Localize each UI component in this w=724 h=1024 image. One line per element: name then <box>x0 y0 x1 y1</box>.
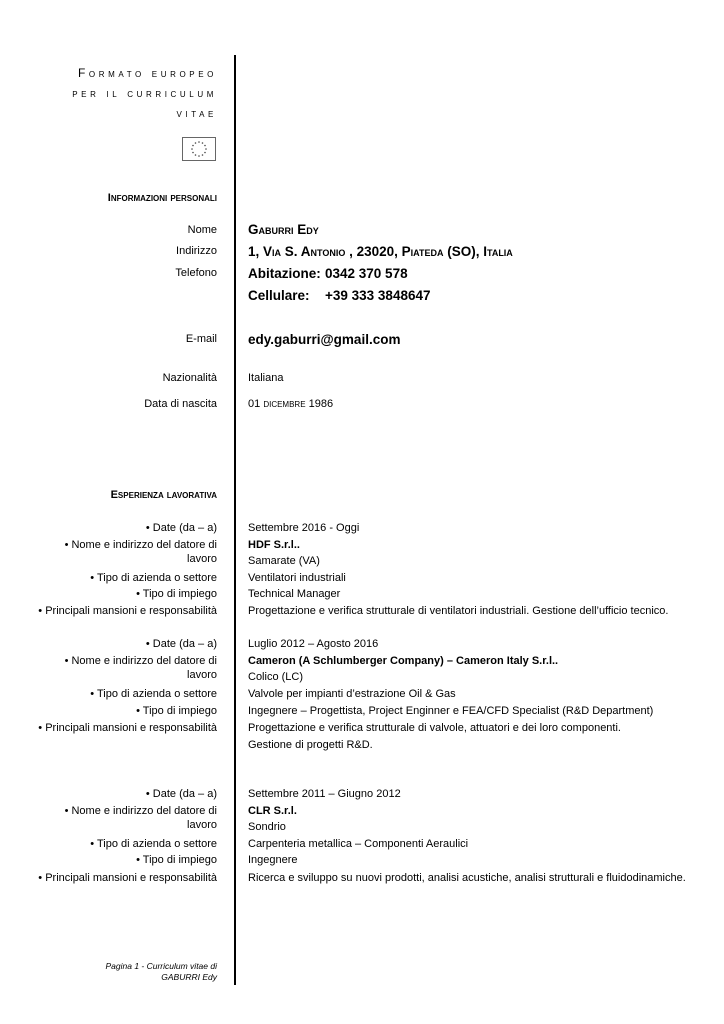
job2-duties-label: • Principali mansioni e responsabilità <box>38 722 217 734</box>
phone-home <box>248 267 408 280</box>
cv-title-line1: Formato europeo <box>77 66 217 80</box>
phone-label: Telefono <box>175 267 217 279</box>
job3-duties-label: • Principali mansioni e responsabilità <box>38 872 217 884</box>
job1-location: Samarate (VA) <box>248 555 320 567</box>
job2-dates-label: • Date (da – a) <box>145 638 217 650</box>
column-divider <box>234 55 236 985</box>
job1-duties-label: • Principali mansioni e responsabilità <box>38 605 217 617</box>
job3-duties-1: Ricerca e sviluppo su nuovi prodotti, analisi acustiche, analisi strutturali e fluidodinamiche. <box>248 872 686 884</box>
name-value: Gaburri Edy <box>248 222 319 237</box>
job2-jobtype: Ingegnere – Progettista, Project Enginner e FEA/CFD Specialist (R&D Department) <box>248 705 654 717</box>
address-label: Indirizzo <box>176 245 217 257</box>
eu-stars-icon <box>183 138 215 160</box>
job2-duties-1: Progettazione e verifica strutturale di valvole, attuatori e dei loro componenti. <box>248 722 621 734</box>
job1-sector: Ventilatori industriali <box>248 572 346 584</box>
job2-employer-label-2: lavoro <box>187 669 217 681</box>
page-footer <box>106 961 218 983</box>
job1-dates-label: • Date (da – a) <box>145 522 217 534</box>
birth-value <box>248 398 333 411</box>
cv-title-line3: vitae <box>176 106 217 120</box>
birth-year: 1986 <box>308 398 334 410</box>
name-label: Nome <box>187 224 217 236</box>
section-personal-title: Informazioni personali <box>107 192 217 204</box>
job1-employer: HDF S.r.l.. <box>248 539 300 551</box>
phone-mobile-value: +39 333 3848647 <box>325 288 431 303</box>
job2-jobtype-label: • Tipo di impiego <box>136 705 217 717</box>
cv-title-line2: per il curriculum <box>72 86 217 100</box>
eu-flag-icon <box>182 137 216 161</box>
job1-jobtype-label: • Tipo di impiego <box>136 588 217 600</box>
job3-employer-label-2: lavoro <box>187 819 217 831</box>
birth-label: Data di nascita <box>144 398 217 410</box>
job3-location: Sondrio <box>248 821 286 833</box>
job1-jobtype: Technical Manager <box>248 588 341 600</box>
footer-line2: GABURRI Edy <box>161 972 217 982</box>
address-value: 1, Via S. Antonio , 23020, Piateda (SO), Italia <box>248 244 513 259</box>
job3-jobtype-label: • Tipo di impiego <box>136 854 217 866</box>
job3-dates-label: • Date (da – a) <box>145 788 217 800</box>
job2-duties-2: Gestione di progetti R&D. <box>248 739 373 751</box>
job3-sector-label: • Tipo di azienda o settore <box>90 838 217 850</box>
job3-dates: Settembre 2011 – Giugno 2012 <box>248 788 401 800</box>
nationality-value: Italiana <box>248 372 284 384</box>
job1-dates: Settembre 2016 - Oggi <box>248 522 360 534</box>
nationality-label: Nazionalità <box>162 372 217 384</box>
job2-location: Colico (LC) <box>248 671 304 683</box>
job1-employer-label-1: • Nome e indirizzo del datore di <box>64 539 217 551</box>
job2-employer: Cameron (A Schlumberger Company) – Cameron Italy S.r.l.. <box>248 655 559 667</box>
birth-month: dicembre <box>263 398 306 410</box>
footer-line1: Pagina 1 - Curriculum vitae di <box>105 961 217 971</box>
email-label: E-mail <box>185 333 217 345</box>
job1-employer-label-2: lavoro <box>187 553 217 565</box>
job3-sector: Carpenteria metallica – Componenti Aeraulici <box>248 838 469 850</box>
phone-mobile <box>248 289 430 302</box>
section-experience-title: Esperienza lavorativa <box>110 489 217 501</box>
job1-duties-1: Progettazione e verifica strutturale di ventilatori industriali. Gestione dell’ufficio tecnico. <box>248 605 669 617</box>
email-value[interactable]: edy.gaburri@gmail.com <box>248 332 401 347</box>
job1-sector-label: • Tipo di azienda o settore <box>90 572 217 584</box>
phone-home-label: Abitazione: <box>248 266 321 281</box>
job2-employer-label-1: • Nome e indirizzo del datore di <box>64 655 217 667</box>
job2-dates: Luglio 2012 – Agosto 2016 <box>248 638 379 650</box>
phone-home-value: 0342 370 578 <box>325 266 408 281</box>
job2-sector: Valvole per impianti d’estrazione Oil & Gas <box>248 688 456 700</box>
phone-mobile-label: Cellulare: <box>248 288 310 303</box>
job3-employer-label-1: • Nome e indirizzo del datore di <box>64 805 217 817</box>
job3-jobtype: Ingegnere <box>248 854 298 866</box>
birth-day: 01 <box>248 398 261 410</box>
job3-employer: CLR S.r.l. <box>248 805 297 817</box>
job2-sector-label: • Tipo di azienda o settore <box>90 688 217 700</box>
